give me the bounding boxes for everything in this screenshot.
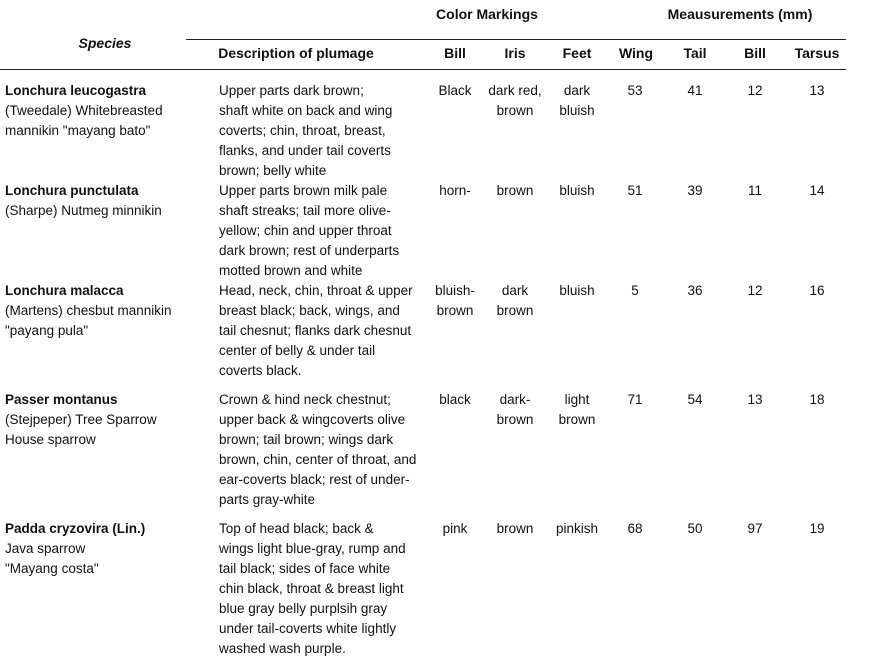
column-header-description: Description of plumage xyxy=(218,45,374,61)
description-cell-line: upper back & wingcoverts olive xyxy=(219,412,406,427)
tarsus-cell: 14 xyxy=(809,183,825,198)
iris-cell xyxy=(497,281,534,321)
tarsus-cell: 16 xyxy=(809,283,825,298)
description-cell-line: brown; tail brown; wings dark xyxy=(219,432,394,447)
description-cell-line: tail chesnut; flanks dark chesnut xyxy=(219,323,412,338)
description-cell-line: shaft white on back and wing xyxy=(219,103,393,118)
iris-cell-line: brown xyxy=(496,183,534,198)
bill-length-cell: 13 xyxy=(747,392,763,407)
bill-color-cell xyxy=(435,281,475,321)
feet-cell-line: bluish xyxy=(559,183,595,198)
iris-cell-line: brown xyxy=(496,521,534,536)
wing-cell: 5 xyxy=(631,283,639,298)
species-cell-line: House sparrow xyxy=(5,432,96,447)
description-cell-line: brown, chin, center of throat, and xyxy=(219,452,417,467)
description-cell-line: Crown & hind neck chestnut; xyxy=(219,392,391,407)
description-cell-line: shaft streaks; tail more olive- xyxy=(219,203,391,218)
description-cell-line: chin black, throat & breast light xyxy=(219,581,404,596)
species-cell-line: Lonchura punctulata xyxy=(5,183,139,198)
species-cell-line: Lonchura leucogastra xyxy=(5,83,147,98)
description-cell-line: wings light blue-gray, rump and xyxy=(219,541,406,556)
description-cell xyxy=(219,390,416,510)
species-cell-line: (Sharpe) Nutmeg minnikin xyxy=(5,203,162,218)
description-cell-line: ear-coverts black; rest of under- xyxy=(219,472,410,487)
feet-cell-line: bluish xyxy=(559,103,595,118)
species-cell xyxy=(5,390,157,450)
tail-cell: 54 xyxy=(687,392,703,407)
bill-length-cell: 97 xyxy=(747,521,763,536)
bill-length-cell: 12 xyxy=(747,283,763,298)
feet-cell xyxy=(556,519,598,539)
bill-color-cell-line: brown xyxy=(436,303,474,318)
wing-cell: 51 xyxy=(627,183,643,198)
feet-cell-line: pinkish xyxy=(555,521,599,536)
description-cell xyxy=(219,181,399,281)
description-cell-line: under tail-coverts white lightly xyxy=(219,621,397,636)
wing-cell: 53 xyxy=(627,83,643,98)
iris-cell-line: dark red, xyxy=(488,83,542,98)
bill-length-cell: 12 xyxy=(747,83,763,98)
species-cell-line: Java sparrow xyxy=(5,541,86,556)
tail-cell: 36 xyxy=(687,283,703,298)
description-cell-line: Upper parts dark brown; xyxy=(219,83,364,98)
bill-color-cell xyxy=(438,81,471,101)
iris-cell-line: brown xyxy=(496,103,534,118)
column-header-bill-mm: Bill xyxy=(744,45,766,61)
species-cell-line: (Stejpeper) Tree Sparrow xyxy=(5,412,157,427)
description-cell-line: center of belly & under tail xyxy=(219,343,376,358)
description-cell-line: dark brown; rest of underparts xyxy=(219,243,400,258)
feet-cell xyxy=(559,390,596,430)
wing-cell: 71 xyxy=(627,392,643,407)
tarsus-cell: 13 xyxy=(809,83,825,98)
species-cell xyxy=(5,281,172,341)
description-cell-line: yellow; chin and upper throat xyxy=(219,223,392,238)
tarsus-cell: 18 xyxy=(809,392,825,407)
tarsus-cell: 19 xyxy=(809,521,825,536)
column-header-tail: Tail xyxy=(683,45,707,61)
species-cell xyxy=(5,81,163,141)
header-divider xyxy=(186,39,846,40)
iris-cell-line: dark xyxy=(501,283,529,298)
description-cell-line: brown; belly white xyxy=(219,163,327,178)
species-cell-line: Padda cryzovira (Lin.) xyxy=(5,521,146,536)
bill-color-cell-line: bluish- xyxy=(435,283,475,298)
species-cell xyxy=(5,181,162,221)
feet-cell-line: bluish xyxy=(559,283,595,298)
species-cell-line: Lonchura malacca xyxy=(5,283,124,298)
header-bottom-rule xyxy=(0,69,846,70)
species-cell-line: Passer montanus xyxy=(5,392,118,407)
bill-color-cell-line: Black xyxy=(438,83,472,98)
iris-cell-line: brown xyxy=(496,412,534,427)
iris-cell-line: dark- xyxy=(499,392,531,407)
description-cell-line: coverts black. xyxy=(219,363,302,378)
description-cell-line: flanks, and under tail coverts xyxy=(219,143,391,158)
iris-cell xyxy=(497,390,534,430)
bill-color-cell-line: pink xyxy=(442,521,468,536)
column-header-wing: Wing xyxy=(618,45,654,61)
header-color-markings: Color Markings xyxy=(436,6,538,22)
description-cell-line: coverts; chin, throat, breast, xyxy=(219,123,386,138)
feet-cell-line: dark xyxy=(563,83,591,98)
iris-cell xyxy=(488,81,541,121)
header-measurements: Meausurements (mm) xyxy=(667,6,813,22)
description-cell-line: blue gray belly purplsih gray xyxy=(219,601,388,616)
header-species: Species xyxy=(78,35,132,51)
description-cell-line: Head, neck, chin, throat & upper xyxy=(219,283,413,298)
bill-color-cell-line: horn- xyxy=(439,183,471,198)
description-cell-line: Upper parts brown milk pale xyxy=(219,183,388,198)
species-cell-line: (Tweedale) Whitebreasted xyxy=(5,103,163,118)
bill-color-cell xyxy=(439,390,471,410)
tail-cell: 41 xyxy=(687,83,703,98)
description-cell-line: breast black; back, wings, and xyxy=(219,303,400,318)
column-header-feet: Feet xyxy=(562,45,592,61)
feet-cell-line: light xyxy=(564,392,590,407)
column-header-tarsus: Tarsus xyxy=(794,45,840,61)
feet-cell xyxy=(559,81,594,121)
species-cell-line: "payang pula" xyxy=(5,323,89,338)
iris-cell xyxy=(497,519,534,539)
wing-cell: 68 xyxy=(627,521,643,536)
species-cell-line: (Martens) chesbut mannikin xyxy=(5,303,172,318)
bill-length-cell: 11 xyxy=(747,183,763,198)
description-cell xyxy=(219,281,413,381)
column-header-iris: Iris xyxy=(504,45,526,61)
tail-cell: 50 xyxy=(687,521,703,536)
tail-cell: 39 xyxy=(687,183,703,198)
species-cell xyxy=(5,519,145,579)
description-cell-line: Top of head black; back & xyxy=(219,521,374,536)
description-cell xyxy=(219,81,392,181)
iris-cell-line: brown xyxy=(496,303,534,318)
bill-color-cell xyxy=(443,519,468,539)
description-cell-line: motted brown and white xyxy=(219,263,363,278)
description-cell xyxy=(219,519,406,659)
feet-cell xyxy=(559,281,594,301)
bill-color-cell-line: black xyxy=(439,392,471,407)
feet-cell xyxy=(559,181,594,201)
description-cell-line: tail black; sides of face white xyxy=(219,561,391,576)
iris-cell xyxy=(497,181,534,201)
bill-color-cell xyxy=(439,181,471,201)
feet-cell-line: brown xyxy=(558,412,596,427)
column-header-bill: Bill xyxy=(444,45,466,61)
description-cell-line: parts gray-white xyxy=(219,492,316,507)
description-cell-line: washed wash purple. xyxy=(219,641,346,656)
species-cell-line: "Mayang costa" xyxy=(5,561,99,576)
species-cell-line: mannikin "mayang bato" xyxy=(5,123,151,138)
